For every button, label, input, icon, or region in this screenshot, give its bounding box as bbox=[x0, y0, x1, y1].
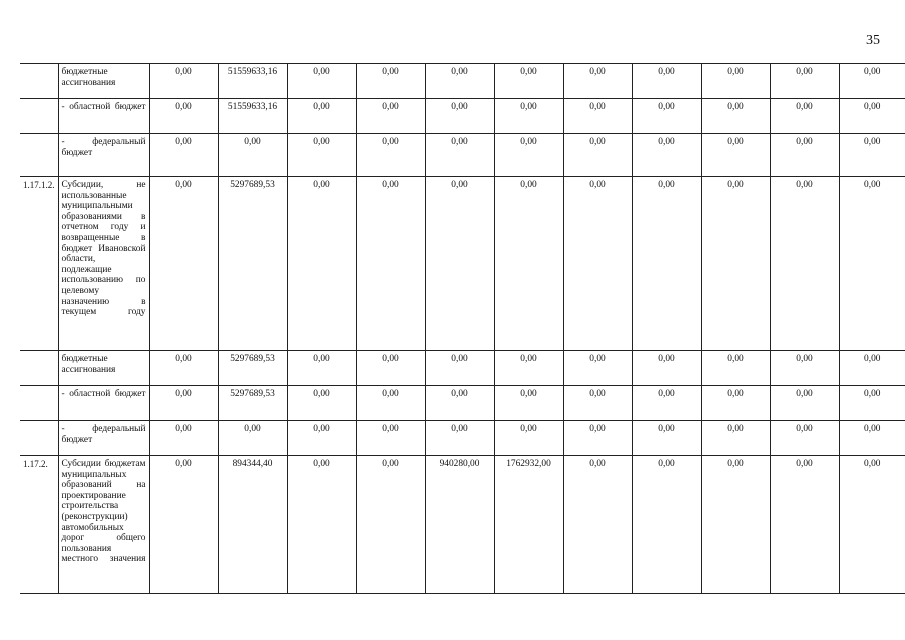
cell-value: 0,00 bbox=[494, 134, 563, 177]
cell-value: 0,00 bbox=[356, 99, 425, 134]
row-description: бюджетные ассигнования bbox=[58, 64, 149, 99]
cell-value: 0,00 bbox=[287, 421, 356, 456]
cell-value: 894344,40 bbox=[218, 456, 287, 594]
cell-value: 0,00 bbox=[701, 386, 770, 421]
row-code bbox=[20, 99, 58, 134]
cell-value: 0,00 bbox=[839, 421, 905, 456]
row-code bbox=[20, 351, 58, 386]
cell-value: 0,00 bbox=[494, 64, 563, 99]
cell-value: 0,00 bbox=[149, 421, 218, 456]
cell-value: 0,00 bbox=[770, 177, 839, 351]
cell-value: 0,00 bbox=[287, 134, 356, 177]
table-row bbox=[20, 134, 905, 177]
cell-value: 0,00 bbox=[632, 386, 701, 421]
cell-value: 0,00 bbox=[149, 351, 218, 386]
table-row bbox=[20, 456, 905, 594]
page-number: 35 bbox=[866, 33, 880, 48]
cell-value: 0,00 bbox=[701, 351, 770, 386]
cell-value: 0,00 bbox=[770, 99, 839, 134]
cell-value: 0,00 bbox=[149, 456, 218, 594]
cell-value: 0,00 bbox=[839, 351, 905, 386]
cell-value: 0,00 bbox=[563, 134, 632, 177]
cell-value: 0,00 bbox=[356, 177, 425, 351]
cell-value: 0,00 bbox=[701, 99, 770, 134]
cell-value: 0,00 bbox=[425, 351, 494, 386]
cell-value: 0,00 bbox=[770, 64, 839, 99]
cell-value: 0,00 bbox=[770, 386, 839, 421]
table-row bbox=[20, 351, 905, 386]
cell-value: 0,00 bbox=[425, 177, 494, 351]
cell-value: 0,00 bbox=[839, 456, 905, 594]
cell-value: 0,00 bbox=[494, 177, 563, 351]
cell-value: 0,00 bbox=[701, 134, 770, 177]
row-code bbox=[20, 421, 58, 456]
cell-value: 0,00 bbox=[701, 64, 770, 99]
cell-value: 5297689,53 bbox=[218, 351, 287, 386]
cell-value: 1762932,00 bbox=[494, 456, 563, 594]
cell-value: 0,00 bbox=[149, 99, 218, 134]
cell-value: 0,00 bbox=[632, 64, 701, 99]
cell-value: 0,00 bbox=[839, 99, 905, 134]
cell-value: 0,00 bbox=[563, 456, 632, 594]
cell-value: 0,00 bbox=[770, 134, 839, 177]
cell-value: 0,00 bbox=[563, 351, 632, 386]
cell-value: 0,00 bbox=[701, 177, 770, 351]
cell-value: 0,00 bbox=[287, 386, 356, 421]
cell-value: 0,00 bbox=[632, 99, 701, 134]
cell-value: 0,00 bbox=[632, 421, 701, 456]
cell-value: 0,00 bbox=[425, 386, 494, 421]
cell-value: 0,00 bbox=[632, 177, 701, 351]
cell-value: 0,00 bbox=[770, 351, 839, 386]
cell-value: 0,00 bbox=[287, 351, 356, 386]
row-description: Субсидии бюджетам муниципальных образований на проектирование строительства (реконструкции) автомобильных дорог общего пользования местного значения bbox=[58, 456, 149, 594]
cell-value: 0,00 bbox=[149, 386, 218, 421]
cell-value: 5297689,53 bbox=[218, 386, 287, 421]
table-row bbox=[20, 177, 905, 351]
cell-value: 0,00 bbox=[356, 456, 425, 594]
cell-value: 0,00 bbox=[425, 421, 494, 456]
cell-value: 0,00 bbox=[356, 421, 425, 456]
table-row bbox=[20, 99, 905, 134]
cell-value: 0,00 bbox=[356, 64, 425, 99]
cell-value: 0,00 bbox=[563, 64, 632, 99]
cell-value: 51559633,16 bbox=[218, 64, 287, 99]
cell-value: 0,00 bbox=[356, 134, 425, 177]
cell-value: 0,00 bbox=[839, 386, 905, 421]
cell-value: 0,00 bbox=[287, 177, 356, 351]
cell-value: 0,00 bbox=[218, 134, 287, 177]
cell-value: 0,00 bbox=[563, 177, 632, 351]
cell-value: 0,00 bbox=[494, 99, 563, 134]
budget-table bbox=[20, 63, 905, 594]
cell-value: 0,00 bbox=[632, 351, 701, 386]
cell-value: 0,00 bbox=[563, 386, 632, 421]
cell-value: 0,00 bbox=[425, 134, 494, 177]
row-code bbox=[20, 134, 58, 177]
cell-value: 0,00 bbox=[356, 351, 425, 386]
row-description: - областной бюджет bbox=[58, 386, 149, 421]
cell-value: 0,00 bbox=[287, 456, 356, 594]
row-description: - федеральный бюджет bbox=[58, 421, 149, 456]
row-code: 1.17.1.2. bbox=[20, 177, 58, 351]
cell-value: 0,00 bbox=[839, 134, 905, 177]
row-code: 1.17.2. bbox=[20, 456, 58, 594]
cell-value: 0,00 bbox=[770, 456, 839, 594]
row-description: - областной бюджет bbox=[58, 99, 149, 134]
cell-value: 5297689,53 bbox=[218, 177, 287, 351]
row-description: бюджетные ассигнования bbox=[58, 351, 149, 386]
cell-value: 0,00 bbox=[701, 456, 770, 594]
cell-value: 0,00 bbox=[356, 386, 425, 421]
row-code bbox=[20, 64, 58, 99]
cell-value: 0,00 bbox=[149, 134, 218, 177]
cell-value: 0,00 bbox=[149, 177, 218, 351]
cell-value: 0,00 bbox=[632, 134, 701, 177]
row-description: Субсидии, не использованные муниципальными образованиями в отчетном году и возвращенные в бюджет Ивановской области, подлежащие использованию по целевому назначению в текущем году bbox=[58, 177, 149, 351]
cell-value: 0,00 bbox=[701, 421, 770, 456]
cell-value: 0,00 bbox=[218, 421, 287, 456]
cell-value: 0,00 bbox=[632, 456, 701, 594]
table-row bbox=[20, 386, 905, 421]
cell-value: 51559633,16 bbox=[218, 99, 287, 134]
cell-value: 0,00 bbox=[563, 421, 632, 456]
cell-value: 0,00 bbox=[425, 64, 494, 99]
row-description: - федеральный бюджет bbox=[58, 134, 149, 177]
table-row bbox=[20, 421, 905, 456]
cell-value: 0,00 bbox=[149, 64, 218, 99]
cell-value: 0,00 bbox=[839, 177, 905, 351]
cell-value: 0,00 bbox=[494, 386, 563, 421]
cell-value: 0,00 bbox=[563, 99, 632, 134]
table-row bbox=[20, 64, 905, 99]
cell-value: 0,00 bbox=[425, 99, 494, 134]
cell-value: 940280,00 bbox=[425, 456, 494, 594]
cell-value: 0,00 bbox=[839, 64, 905, 99]
cell-value: 0,00 bbox=[287, 99, 356, 134]
cell-value: 0,00 bbox=[494, 351, 563, 386]
cell-value: 0,00 bbox=[287, 64, 356, 99]
cell-value: 0,00 bbox=[770, 421, 839, 456]
row-code bbox=[20, 386, 58, 421]
cell-value: 0,00 bbox=[494, 421, 563, 456]
